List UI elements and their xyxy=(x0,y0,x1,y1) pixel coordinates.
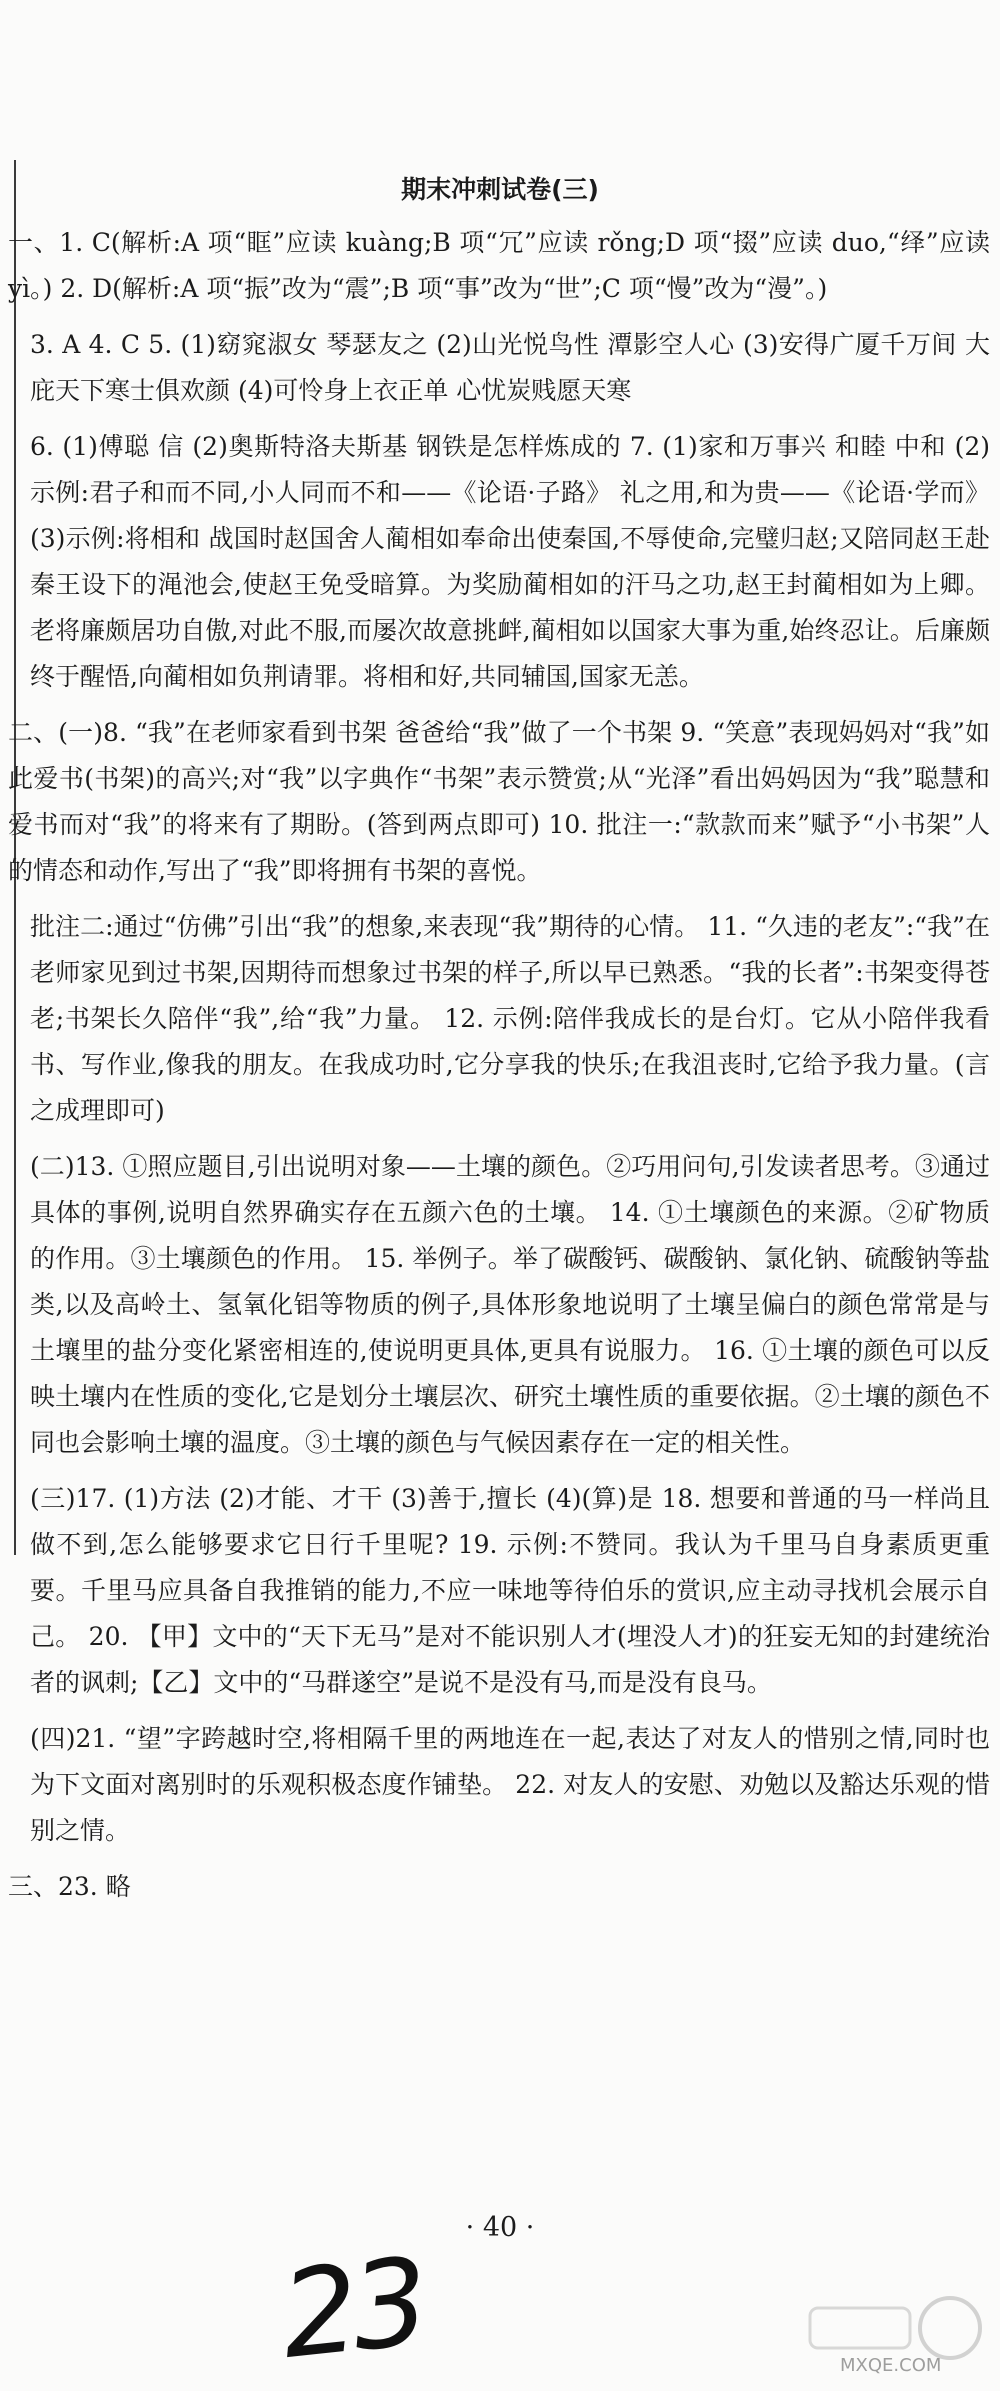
answer-content xyxy=(8,220,990,1920)
answer-section-3: 6. (1)傅聪 信 (2)奥斯特洛夫斯基 钢铁是怎样炼成的 7. (1)家和万事兴 和睦 中和 (2)示例:君子和而不同,小人同而不和——《论语·子路》 礼之用,和为贵——《论语·学而》 (3)示例:将相和 战国时赵国舍人蔺相如奉命出使秦国,不辱使命,完璧归赵;又陪同赵王赴秦王设下的渑池会,使赵王免受暗算。为奖励蔺相如的汗马之功,赵王封蔺相如为上卿。老将廉颇居功自傲,对此不服,而屡次故意挑衅,蔺相如以国家大事为重,始终忍让。后廉颇终于醒悟,向蔺相如负荆请罪。将相和好,共同辅国,国家无恙。 xyxy=(30,432,990,691)
answer-section-8: (四)21. “望”字跨越时空,将相隔千里的两地连在一起,表达了对友人的惜别之情,同时也为下文面对离别时的乐观积极态度作铺垫。 22. 对友人的安慰、劝勉以及豁达乐观的惜别之情。 xyxy=(30,1724,990,1845)
answer-section-4: 二、(一)8. “我”在老师家看到书架 爸爸给“我”做了一个书架 9. “笑意”表现妈妈对“我”如此爱书(书架)的高兴;对“我”以字典作“书架”表示赞赏;从“光泽”看出妈妈因为“我”聪慧和爱书而对“我”的将来有了期盼。(答到两点即可) 10. 批注一:“款款而来”赋予“小书架”人的情态和动作,写出了“我”即将拥有书架的喜悦。 xyxy=(8,718,990,885)
answer-section-2: 3. A 4. C 5. (1)窈窕淑女 琴瑟友之 (2)山光悦鸟性 潭影空人心 (3)安得广厦千万间 大庇天下寒士俱欢颜 (4)可怜身上衣正单 心忧炭贱愿天寒 xyxy=(30,330,990,405)
watermark-text: MXQE.COM xyxy=(840,2355,942,2376)
answer-section-9: 三、23. 略 xyxy=(8,1872,131,1901)
answer-section-6: (二)13. ①照应题目,引出说明对象——土壤的颜色。②巧用问句,引发读者思考。③通过具体的事例,说明自然界确实存在五颜六色的土壤。 14. ①土壤颜色的来源。②矿物质的作用。③土壤颜色的作用。 15. 举例子。举了碳酸钙、碳酸钠、氯化钠、硫酸钠等盐类,以及高岭土、氢氧化铝等物质的例子,具体形象地说明了土壤呈偏白的颜色常常是与土壤里的盐分变化紧密相连的,使说明更具体,更具有说服力。 16. ①土壤的颜色可以反映土壤内在性质的变化,它是划分土壤层次、研究土壤性质的重要依据。②土壤的颜色不同也会影响土壤的温度。③土壤的颜色与气候因素存在一定的相关性。 xyxy=(30,1152,990,1457)
answer-section-5: 批注二:通过“仿佛”引出“我”的想象,来表现“我”期待的心情。 11. “久违的老友”:“我”在老师家见到过书架,因期待而想象过书架的样子,所以早已熟悉。“我的长者”:书架变得苍老;书架长久陪伴“我”,给“我”力量。 12. 示例:陪伴我成长的是台灯。它从小陪伴我看书、写作业,像我的朋友。在我成功时,它分享我的快乐;在我沮丧时,它给予我力量。(言之成理即可) xyxy=(30,912,990,1125)
answer-section-7: (三)17. (1)方法 (2)才能、才干 (3)善于,擅长 (4)(算)是 18. 想要和普通的马一样尚且做不到,怎么能够要求它日行千里呢? 19. 示例:不赞同。我认为千里马自身素质更重要。千里马应具备自我推销的能力,不应一味地等待伯乐的赏识,应主动寻找机会展示自己。 20. 【甲】文中的“天下无马”是对不能识别人才(埋没人才)的狂妄无知的封建统治者的讽刺;【乙】文中的“马群遂空”是说不是没有马,而是没有良马。 xyxy=(30,1484,990,1697)
handwritten-note: 23 xyxy=(275,2233,430,2386)
answer-section-1: 一、1. C(解析:A 项“眶”应读 kuàng;B 项“冗”应读 rǒng;D 项“掇”应读 duo,“绎”应读 yì。) 2. D(解析:A 项“振”改为“震”;B 项“事”改为“世”;C 项“慢”改为“漫”。) xyxy=(8,228,990,303)
page-title: 期末冲刺试卷(三) xyxy=(401,175,599,204)
page-number: · 40 · xyxy=(465,2212,535,2243)
